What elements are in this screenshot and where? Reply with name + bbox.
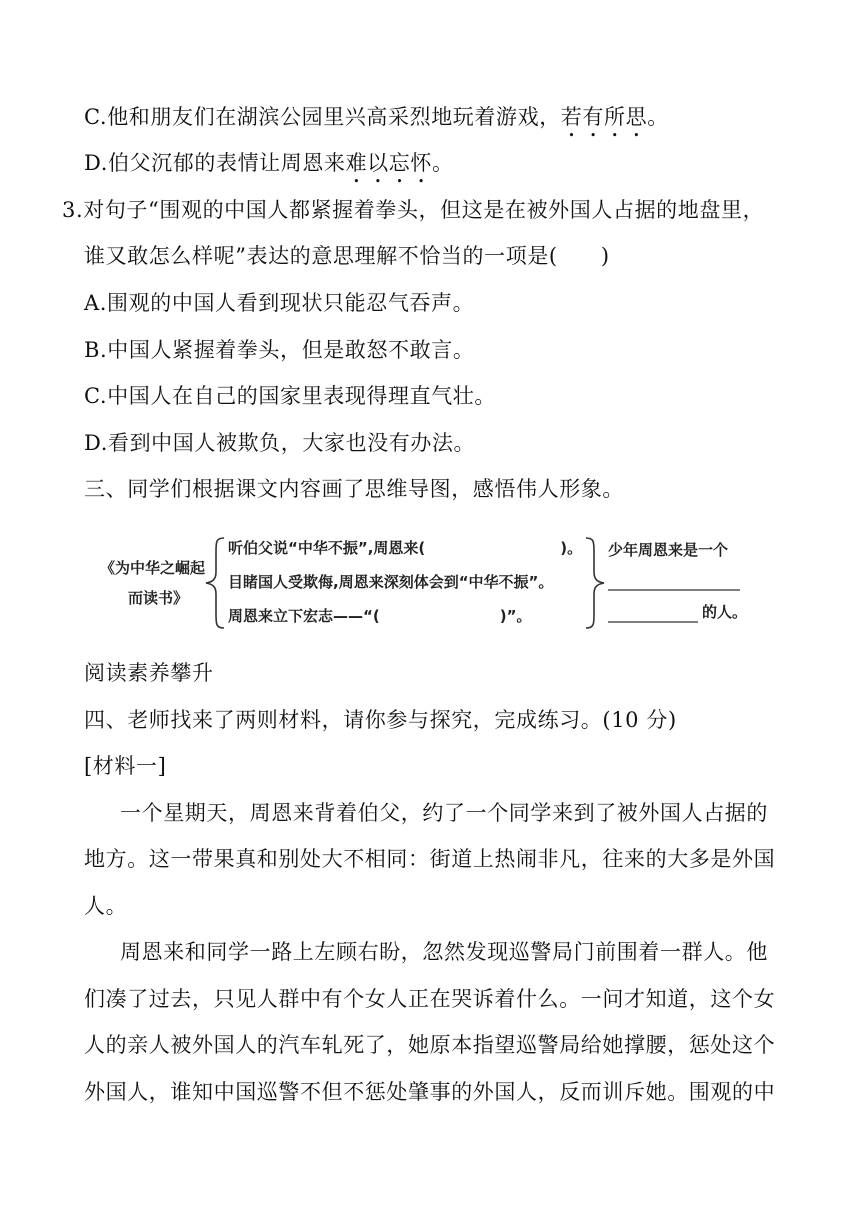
material-1-label: [材料一] [84,754,167,778]
left-brace [206,538,224,628]
mind-map-conclusion-1: 少年周恩来是一个 [608,541,729,559]
question-3-line-1: 3.对句子“围观的中国人都紧握着拳头，但这是在被外国人占据的地盘里， [62,198,765,222]
reading-section-title: 阅读素养攀升 [84,661,214,685]
question-3-option-c: C.中国人在自己的国家里表现得理直气壮。 [84,384,496,408]
option-c-line [84,102,669,142]
passage-line-6: 人的亲人被外国人的汽车轧死了，她原本指望巡警局给她撑腰，惩处这个 [84,1033,776,1057]
mind-map-branch-1: 听伯父说“中华不振”,周恩来( )。 [228,539,583,557]
option-d-dotted-phrase: 难以忘怀 [345,151,432,175]
mind-map-figure [100,530,760,636]
passage-line-4: 周恩来和同学一路上左顾右盼，忽然发现巡警局门前围着一群人。他 [120,940,768,964]
passage-line-1: 一个星期天，周恩来背着伯父，约了一个同学来到了被外国人占据的 [120,801,768,825]
section-3-heading: 三、同学们根据课文内容画了思维导图，感悟伟人形象。 [84,477,624,501]
right-brace [586,538,604,628]
passage-line-7: 外国人，谁知中国巡警不但不惩处肇事的外国人，反而训斥她。围观的中 [84,1080,776,1104]
question-3-option-d: D.看到中国人被欺负，大家也没有办法。 [84,431,476,455]
passage-line-2: 地方。这一带果真和别处大不相同：街道上热闹非凡，往来的大多是外国 [84,847,776,871]
question-3-option-a: A.围观的中国人看到现状只能忍气吞声。 [84,291,475,315]
option-d-text: D.伯父沉郁的表情让周恩来 [84,151,346,175]
passage-line-5: 们凑了过去，只见人群中有个女人正在哭诉着什么。一问才知道，这个女 [84,987,776,1011]
option-c-text: C.他和朋友们在湖滨公园里兴高采烈地玩着游戏， [84,105,561,129]
mind-map-conclusion-2: 的人。 [702,603,748,621]
option-c-dotted-phrase: 若有所思 [560,105,648,129]
mind-map-branch-3: 周恩来立下宏志——“( )”。 [228,607,532,625]
passage-line-3: 人。 [84,894,128,918]
option-d-end: 。 [431,151,454,175]
mind-map-title-2: 而读书》 [128,589,189,607]
question-3-option-b: B.中国人紧握着拳头，但是敢怒不敢言。 [84,338,475,362]
mind-map-title-1: 《为中华之崛起 [100,559,206,577]
section-4-heading: 四、老师找来了两则材料，请你参与探究，完成练习。(10 分) [84,708,677,732]
mind-map-branch-2: 目睹国人受欺侮,周恩来深刻体会到“中华不振”。 [228,573,554,591]
question-3-line-2: 谁又敢怎么样呢”表达的意思理解不恰当的一项是( ) [84,244,610,268]
option-d-line [84,148,454,188]
option-c-end: 。 [647,105,669,129]
